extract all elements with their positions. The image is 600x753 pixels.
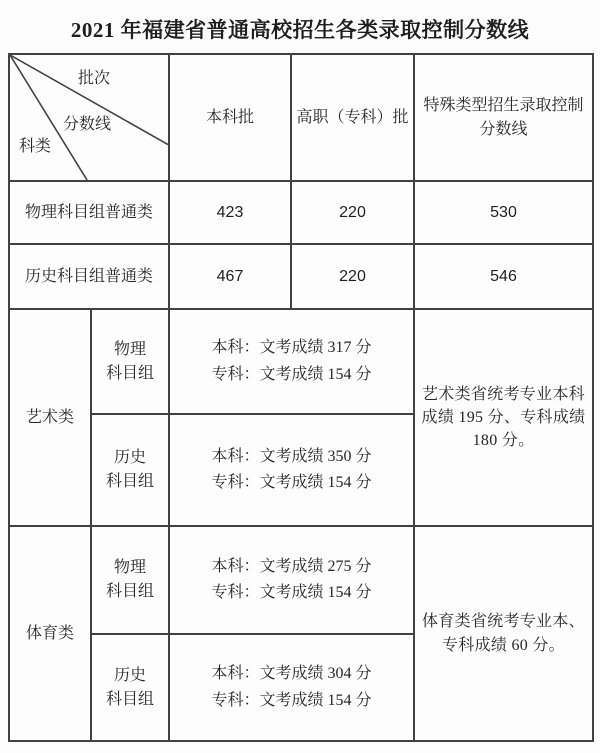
cell-category: 历史科目组普通类: [9, 244, 169, 309]
cell-subject-group: [91, 634, 169, 741]
cell-benke-score: 467: [169, 244, 291, 309]
cell-gaozhi-score: 220: [291, 244, 414, 309]
table-row-physics-general: [9, 181, 593, 244]
subject-group-line2: 科目组: [105, 364, 154, 382]
corner-label-batch: 批次: [78, 70, 111, 87]
subject-group-line2: 科目组: [105, 690, 154, 708]
detail-zhuanke-line: 专科：文考成绩 154 分: [211, 584, 372, 601]
detail-benke-line: 本科：文考成绩 304 分: [211, 665, 372, 683]
cell-art-label: 艺术类: [9, 309, 91, 526]
cell-teshu-score: 530: [414, 181, 593, 244]
corner-cell: [9, 54, 169, 181]
corner-label-category: 科类: [19, 138, 52, 155]
corner-label-scoreline: 分数线: [63, 116, 112, 133]
table-row-art-physics: [9, 309, 593, 414]
cell-sports-note: 体育类省统考专业本、专科成绩 60 分。: [414, 526, 593, 741]
cell-gaozhi-score: 220: [291, 181, 414, 244]
cell-art-note: 艺术类省统考专业本科成绩 195 分、专科成绩 180 分。: [414, 309, 593, 526]
subject-group-line2: 科目组: [105, 473, 154, 490]
detail-zhuanke-line: 专科：文考成绩 154 分: [211, 691, 372, 709]
cell-sports-physics-detail: [169, 526, 414, 634]
cell-category: 物理科目组普通类: [9, 181, 169, 244]
subject-group-line1: 物理: [113, 340, 146, 358]
table-row-sports-physics: [9, 526, 593, 634]
subject-group-line2: 科目组: [105, 583, 154, 600]
subject-group-line1: 历史: [113, 666, 146, 684]
detail-benke-line: 本科：文考成绩 317 分: [211, 339, 372, 357]
subject-group-line1: 物理: [113, 559, 146, 576]
detail-zhuanke-line: 专科：文考成绩 154 分: [211, 474, 372, 491]
cell-teshu-score: 546: [414, 244, 593, 309]
cell-art-physics-detail: [169, 309, 414, 414]
cell-subject-group: [91, 526, 169, 634]
cell-sports-label: 体育类: [9, 526, 91, 741]
cell-sports-history-detail: [169, 634, 414, 741]
col-header-special: 特殊类型招生录取控制分数线: [414, 54, 593, 181]
detail-benke-line: 本科：文考成绩 350 分: [211, 447, 372, 465]
detail-zhuanke-line: 专科：文考成绩 154 分: [211, 365, 372, 383]
cell-art-history-detail: [169, 414, 414, 526]
table-row-history-general: [9, 244, 593, 309]
cell-subject-group: [91, 414, 169, 526]
col-header-vocational: 高职（专科）批: [291, 54, 414, 181]
header-row: [9, 54, 593, 181]
scores-table: [8, 53, 594, 742]
col-header-undergraduate: 本科批: [169, 54, 291, 181]
subject-group-line1: 历史: [113, 449, 146, 466]
detail-benke-line: 本科：文考成绩 275 分: [211, 557, 372, 575]
cell-subject-group: [91, 309, 169, 414]
cell-benke-score: 423: [169, 181, 291, 244]
page-title: 2021 年福建省普通高校招生各类录取控制分数线: [70, 18, 530, 42]
